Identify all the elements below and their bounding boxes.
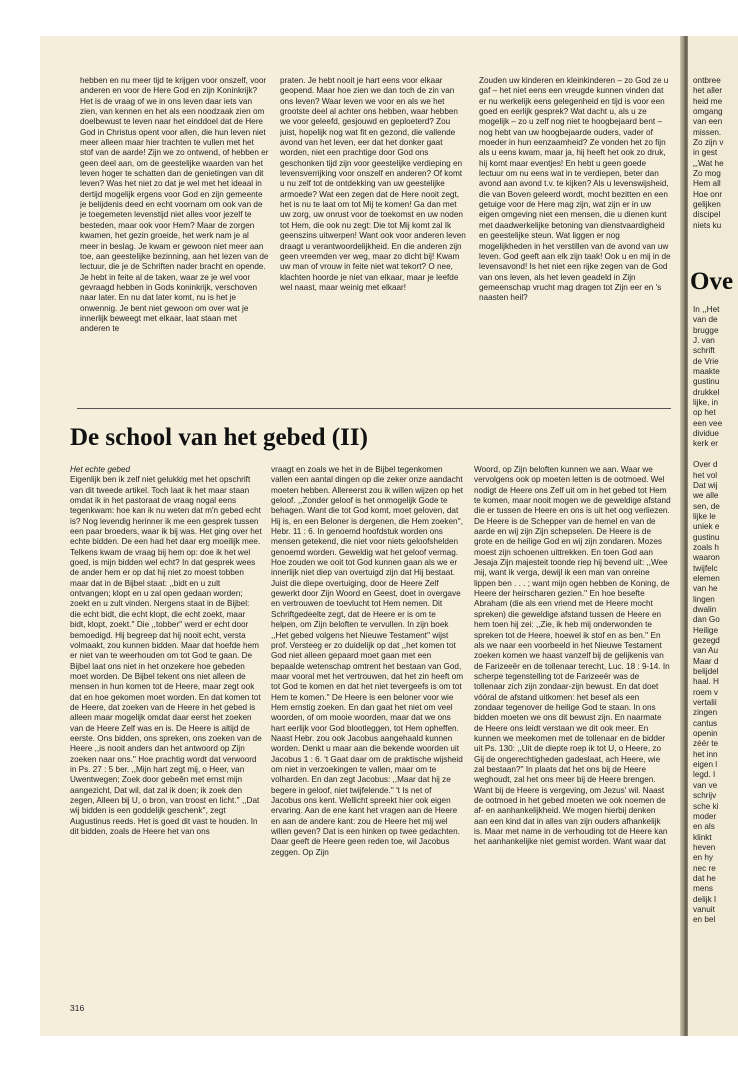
adjacent-line: eigen l: [693, 760, 718, 770]
adjacent-line: ontbree: [693, 76, 721, 85]
adjacent-line: het inn: [693, 749, 718, 759]
adjacent-line: en bel: [693, 915, 716, 925]
adjacent-line: Heilige: [693, 625, 719, 635]
adjacent-headline-fragment: Ove: [690, 268, 734, 295]
adjacent-line: van de: [693, 315, 718, 325]
adjacent-line: niets ku: [693, 220, 722, 230]
adjacent-line: twijfelc: [693, 563, 718, 573]
adjacent-line: heven: [693, 842, 716, 852]
adjacent-line: lingen: [693, 594, 715, 604]
bottom-column-1: Het echte gebed Eigenlijk ben ik zelf niet gelukkig met het opschrift van dit tweede artikel. Toch laat ik het maar staan omdat ik in het pastoraat de vraag nogal eens tegenkwam: hoe kan ik nu weten dat m'n gebed echt is? Nog levendig herinner ik me een gesprek tussen een paar broeders, waar ik bij was. Het ging over het echte bidden. De een had het daar erg moeilijk mee. Telkens kwam de vraag bij hem op: doe ik het wel goed, is mijn bidden wel echt? In dat gesprek wees de ander hem er op dat hij niet zo moest tobben maar dat in de Bijbel staat: ,,bidt en u zult ontvangen; klopt en u zal open gedaan worden; zoekt en u zult vinden. Nergens staat in de Bijbel: die echt bidt, die echt klopt, die echt zoekt, maar bidt, klopt, zoekt.'' Die ,,tobber'' werd er echt door bemoedigd. Hij begreep dat hij nooit echt, versta volmaakt, zou kunnen bidden. Maar dat hoefde hem er niet van te weerhouden om tot God te gaan. De Bijbel laat ons niet in het onzekere hoe gebeden moet worden. De Bijbel tekent ons niet alleen de mensen in hun komen tot de Heere, maar zegt ook dat en hoe gekomen moet worden. En dat komen tot de Heere, dat zoeken van de Heere in het gebed is alleen maar mogelijk omdat daar eerst het zoeken van de Heere Zelf was en is. De Heere is altijd de eerste. Ons bidden, ons spreken, ons zoeken van de Heere ,,is nooit anders dan het antwoord op Zijn zoeken naar ons.'' Hoe prachtig wordt dat verwoord in Ps. 27 : 5 ber. ,,Mijn hart zegt mij, o Heer, van Uwentwegen; Zoek door gebeên met ernst mijn aangezicht, Dat wil, dat zal ik doen; ik zoek den zegen, Alleen bij U, o bron, van troost en licht.'' ,,Dat wij bidden is een goddelijk geschenk'', zegt Augustinus reeds. Het is goed dit vast te houden. In dit bidden, zoals de Heere het van ons: [70, 465, 262, 837]
adjacent-line: gustinu: [693, 377, 720, 387]
adjacent-line: gelijken: [693, 200, 721, 210]
adjacent-line: van Au: [693, 646, 719, 656]
adjacent-line: zoals h: [693, 542, 719, 552]
adjacent-line: openin: [693, 729, 718, 739]
adjacent-line: van ve: [693, 780, 718, 790]
adjacent-line: en als: [693, 822, 715, 832]
adjacent-line: lijke le: [693, 511, 716, 521]
adjacent-line: zingen: [693, 708, 718, 718]
adjacent-line: brugge: [693, 325, 719, 335]
adjacent-line: schrift: [693, 346, 715, 356]
adjacent-line: vanuit: [693, 904, 715, 914]
adjacent-line: Dat wij: [693, 480, 718, 490]
adjacent-line: Zo mog: [693, 169, 721, 179]
adjacent-line: van he: [693, 584, 718, 594]
adjacent-line: dwalin: [693, 604, 717, 614]
adjacent-line: drukkel: [693, 387, 720, 397]
adjacent-line: de Vrie: [693, 356, 719, 366]
adjacent-line: Over d: [693, 460, 718, 470]
adjacent-line: Maar d: [693, 656, 719, 666]
adjacent-line: dan Go: [693, 615, 720, 625]
adjacent-line: Hoe onr: [693, 189, 723, 199]
adjacent-line: vertalii: [693, 698, 717, 708]
adjacent-line: op het: [693, 408, 716, 418]
adjacent-line: legd. I: [693, 770, 716, 780]
adjacent-line: schrijv: [693, 791, 717, 801]
adjacent-line: belijdel: [693, 667, 719, 677]
section-divider: [77, 408, 671, 409]
top-column-2: praten. Je hebt nooit je hart eens voor elkaar geopend. Maar hoe zien we dan toch de zin van ons leven? Waar leven we voor en als we het grootste deel al achter ons hebben, waar hebben we voor geleefd, gesjouwd en geploeterd? Zou juist, hopelijk nog wat fit en gezond, die vallende avond van het leven, eer dat het donker gaat worden, niet een prachtige door God ons geschonken tijd zijn voor geestelijke verdieping en levensverrijking voor onszelf en anderen? Of komt u nu zelf tot de ontdekking van uw geestelijke armoede? Wat een zegen dat de Here nooit zegt, het is nu te laat om tot Mij te komen! Ga dan met uw zorg, uw onrust voor de toekomst en uw noden tot Hem, die ook nu zegt: Die tot Mij komt zal Ik geenszins uitwerpen! Want ook voor anderen leven draagt u verantwoordelijkheid. En die anderen zijn geen vreemden ver weg, maar zo dicht bij! Kwam uw man of vrouw in feite niet wat tekort? O nee, klachten hoorde je niet van elkaar, maar je leefde wel naast, maar weinig met elkaar!: [280, 76, 466, 292]
adjacent-line: delijk I: [693, 894, 717, 904]
adjacent-line: gustinu: [693, 532, 720, 542]
adjacent-line: gezegd: [693, 636, 720, 645]
adjacent-line: in gest: [693, 148, 718, 158]
adjacent-line: roem v: [693, 687, 719, 697]
adjacent-line: missen.: [693, 127, 722, 137]
adjacent-line: heid me: [693, 96, 723, 106]
adjacent-line: mens: [693, 884, 714, 894]
adjacent-line: lijke, in: [693, 398, 719, 408]
adjacent-line: sen, de: [693, 501, 720, 511]
adjacent-line: kerk er: [693, 439, 719, 449]
adjacent-line: discipel: [693, 210, 721, 220]
adjacent-line: In ,,Het: [693, 305, 720, 314]
top-column-1: hebben en nu meer tijd te krijgen voor onszelf, voor anderen en voor de Here God en zijn Koninkrijk? Het is de vraag of we in ons leven daar iets van zien, van kennen en het als een noodzaak zien om doelbewust te leven naar het einddoel dat de Here God in Christus opent voor allen, die hun leven niet meer alleen maar hier trachten te vullen met het stof van de aarde! Zijn we zo ontwend, of hebben er geen deel aan, om de geestelijke waarden van het leven hoger te schatten dan de genietingen van dit leven? Was het niet zo dat je wel met het ideaal in dertijd mogelijk ergens voor God en zijn gemeente je belijdenis deed en echt voornam om ook van de je toegemeten levenstijd niet alles voor jezelf te besteden, maar ook voor Hem? Maar de zorgen kwamen, het gezin groeide, het werk nam je al meer in beslag. Je kwam er gewoon niet meer aan toe, aan geestelijke bezinning, aan het lezen van de lectuur, die je de Schriften nader bracht en opende. Je hebt in feite al de taken, waar ze je wel voor gevraagd hebben in Gods koninkrijk, verschoven naar later. En nu dat later komt, nu is het je onwennig. Je bent niet gewoon om over wat je innerlijk beweegt met elkaar, laat staan met anderen te: [80, 76, 269, 334]
top-column-3: Zouden uw kinderen en kleinkinderen – zo God ze u gaf – het niet eens een vreugde kunnen vinden dat er nu werkelijk eens gelegenheid en tijd is voor een goed en eerlijk gesprek? Wat dacht u, als u ze mogelijk – zo u zelf nog niet te hoogbejaard bent – nog hebt van uw hoogbejaarde ouders, vader of moeder in hun eenzaamheid? Ze vonden het zo fijn als u eens kwam, maar ja, hij heeft het ook zo druk, hij komt maar eventjes! En hebt u geen goede lectuur om nu eens wat in te verdiepen, beter dan avond aan avond t.v. te kijken? Als u levenswijsheid, die van Boven geleerd wordt, mocht bezitten en een getuige voor de Here mag zijn, wat zijn er in uw eigen omgeving niet een mensen, die u dienen kunt met daadwerkelijke betoning van dienstvaardigheid en geestelijke steun. Wat liggen er nog mogelijkheden in het verstillen van de avond van uw leven. God geeft aan elk zijn taak! Ook u en mij in de levensavond! Is het niet een rijke zegen van de God van ons leven, als het leven geadeld in Zijn gemeenschap vrucht mag dragen tot Zijn eer en 's naasten heil?: [479, 76, 671, 303]
adjacent-line: [693, 450, 722, 460]
adjacent-line: Zo zijn v: [693, 138, 724, 148]
bottom-column-2: vraagt en zoals we het in de Bijbel tegenkomen vallen een aantal dingen op die zeker onze aandacht moeten hebben. Allereerst zou ik willen wijzen op het geloof. ,,Zonder geloof is het onmogelijk Gode te behagen. Want die tot God komt, moet geloven, dat Hij is, en een Beloner is dergenen, die Hem zoeken'', Hebr. 11 : 6. In genoemd hoofdstuk worden ons mensen getekend, die niet voor niets geloofshelden genoemd worden. Geweldig wat het geloof vermag. Hoe zouden we ooit tot God kunnen gaan als we er innerlijk niet diep van overtuigd zijn dat Hij bestaat. Juist die diepe overtuiging, door de Heere Zelf gewerkt door Zijn Woord en Geest, doet in overgave en vertrouwen de toevlucht tot Hem nemen. Dit Schriftgedeelte zegt, dat de Heere er is om te helpen, om Zijn beloften te vervullen. In zijn boek ,,Het gebed volgens het Nieuwe Testament'' wijst prof. Versteeg er zo duidelijk op dat ,,het komen tot God niet alleen gepaard moet gaan met een bepaalde wetenschap omtrent het bestaan van God, maar vooral met het vertrouwen, dat het zin heeft om tot God te komen en dat het niet tevergeefs is om tot Hem te komen.'' De Heere is een beloner voor wie Hem ernstig zoeken. En dan gaat het niet om veel woorden, of om mooie woorden, maar dat we ons hart eerlijk voor God blootleggen, tot Hem opheffen. Naast Hebr. zou ook Jacobus aangehaald kunnen worden. Denkt u maar aan die bekende woorden uit Jacobus 1 : 6. 't Gaat daar om de praktische wijsheid om niet in verzoekingen te vallen, maar om te volharden. En dan zegt Jacobus: ,,Maar dat hij ze begere in geloof, niet twijfelende.'' 't Is net of Jacobus ons kent. Wellicht spreekt hier ook eigen ervaring. Aan de ene kant het vragen aan de Heere en aan de andere kant: zou de Heere het mij wel willen geven? Dat is een hinken op twee gedachten. Daar geeft de Heere geen reden toe, wil Jacobus zeggen. Op Zijn: [271, 465, 464, 857]
adjacent-line: nec re: [693, 863, 716, 873]
adjacent-line: waaron: [693, 553, 720, 563]
adjacent-line: het aller: [693, 86, 723, 96]
article-headline: De school van het gebed (II): [70, 424, 368, 451]
article-subheading: Het echte gebed: [70, 465, 131, 474]
adjacent-line: maakte: [693, 367, 720, 377]
adjacent-line: dividue: [693, 429, 719, 439]
adjacent-line: klinkt: [693, 832, 712, 842]
adjacent-line: „,Wat he: [693, 158, 724, 168]
adjacent-top-lines: [693, 76, 724, 231]
bottom-column-3: Woord, op Zijn beloften kunnen we aan. Waar we vervolgens ook op moeten letten is de ootmoed. Wel nodigt de Heere ons Zelf uit om in het gebed tot Hem te komen, maar nooit mogen we de geweldige afstand die er tussen de Heere en ons is uit het oog verliezen. De Heere is de Schepper van de hemel en van de aarde en wij zijn Zijn schepselen. De Heere is de grote en de heilige God en wij zijn zondaren. Mozes moest zijn schoenen uittrekken. En toen God aan Jesaja Zijn majesteit toonde riep hij bevend uit: ,,Wee mij, want ik verga, dewijl ik een man van onreine lippen ben . . . ; want mijn ogen hebben de Koning, de Heere der heirscharen gezien.'' En hoe besefte Abraham (die als een vriend met de Heere mocht spreken) die geweldige afstand tussen de Heere en hem toen hij zei: ,,Zie, ik heb mij onderwonden te spreken tot de Heere, hoewel ik stof en as ben.'' En als we naar een voorbeeld in het Nieuwe Testament zoeken komen we haast vanzelf bij de gelijkenis van de Farizeeër en de tollenaar terecht, Luc. 18 : 9-14. In scherpe tegenstelling tot de Farizeeër was de tollenaar zich zijn zondaar-zijn bewust. En dat doet vóóral de afstand uitkomen: het besef als een zondaar tegenover de heilige God te staan. In ons bidden moeten we ons dit bewust zijn. En naarmate de Heere ons leidt verstaan we dit ook meer. En kunnen we meekomen met de tollenaar en de bidder uit Ps. 130: ,,Uit de diepte roep ik tot U, o Heere, zo Gij de ongerechtigheden gadeslaat, ach Heere, wie zal bestaan?'' In plaats dat het ons bij de Heere weghoudt, zal het ons meer bij de Heere brengen. Want bij de Heere is vergeving, om Jezus' wil. Naast de ootmoed in het gebed moeten we ook noemen de af- en aanhankelijkheid. We mogen hierbij denken aan een kind dat in alles van zijn ouders afhankelijk is. Maar met name in de verhouding tot de Heere kan het aanhankelijke niet gemist worden. Want waar dat: [474, 465, 671, 847]
adjacent-line: omgang: [693, 107, 723, 117]
adjacent-line: haal. H: [693, 677, 719, 687]
adjacent-line: J. van: [693, 336, 715, 346]
adjacent-line: Hem all: [693, 179, 721, 189]
adjacent-line: zéér te: [693, 739, 719, 749]
adjacent-line: moder: [693, 811, 717, 821]
adjacent-line: het vol: [693, 470, 718, 480]
adjacent-line: cantus: [693, 718, 718, 728]
adjacent-line: uniek e: [693, 522, 720, 532]
adjacent-line: dat he: [693, 873, 716, 883]
adjacent-bottom-lines: [693, 305, 722, 926]
adjacent-line: sche ki: [693, 801, 719, 811]
adjacent-line: elemen: [693, 573, 720, 583]
page-number: 316: [70, 1003, 85, 1013]
adjacent-line: van een: [693, 117, 723, 127]
adjacent-line: en hy: [693, 853, 714, 863]
adjacent-line: we alle: [693, 491, 719, 501]
adjacent-line: een vee: [693, 418, 723, 428]
